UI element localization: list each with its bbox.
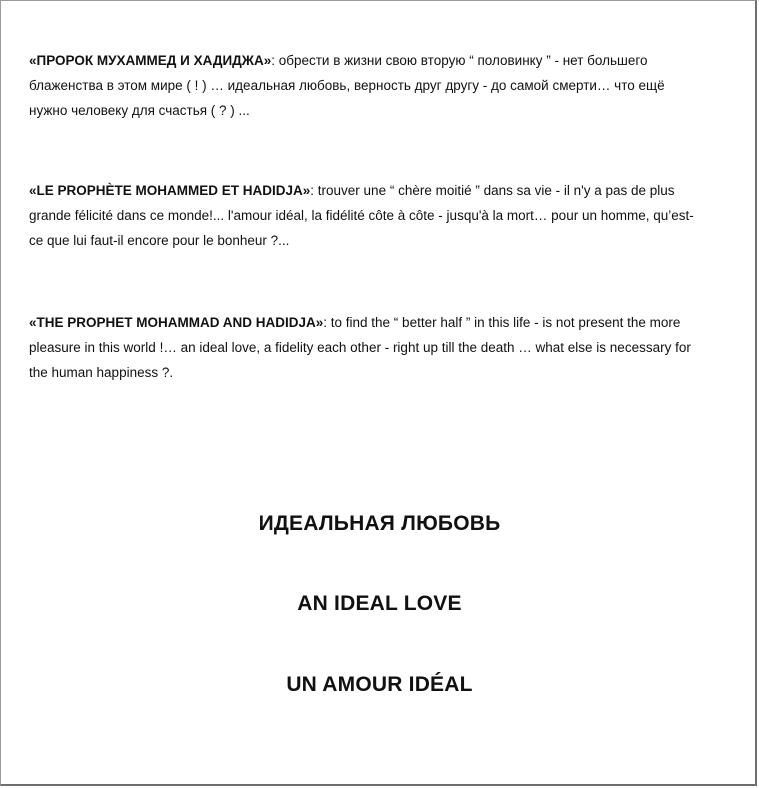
heading-english: AN IDEAL LOVE: [297, 592, 462, 615]
paragraph-french-body: : trouver une “ chère moitié ” dans sa vie - il n'y a pas de plus grande félicité dans ce monde!... l'amour idéal, la fidélité côte à côte - jusqu'à la mort… pour un homme, qu’est-ce que lui faut-il encore pour le bonheur ?...: [29, 183, 694, 248]
paragraph-english-title: «THE PROPHET MOHAMMAD AND HADIDJA»: [29, 315, 324, 330]
paragraph-english-body: : to find the “ better half ” in this life - is not present the more pleasure in this world !… an ideal love, a fidelity each other - right up till the death … what else is necessary for the human happiness ?.: [29, 315, 691, 380]
paragraph-english: [29, 310, 701, 385]
paragraph-french: [29, 178, 701, 253]
paragraph-russian-body: : обрести в жизни свою вторую “ половинку ” - нет большего блаженства в этом мире ( ! ) … идеальная любовь, верность друг другу - до самой смерти… что ещё нужно человеку для счастья ( ? ) ...: [29, 53, 665, 118]
paragraph-russian-title: «ПРОРОК МУХАММЕД И ХАДИДЖА»: [29, 53, 272, 68]
heading-french: UN AMOUR IDÉAL: [286, 673, 473, 696]
heading-russian: ИДЕАЛЬНАЯ ЛЮБОВЬ: [258, 512, 501, 535]
paragraph-russian: [29, 48, 701, 123]
paragraph-french-title: «LE PROPHÈTE MOHAMMED ET HADIDJA»: [29, 183, 311, 198]
